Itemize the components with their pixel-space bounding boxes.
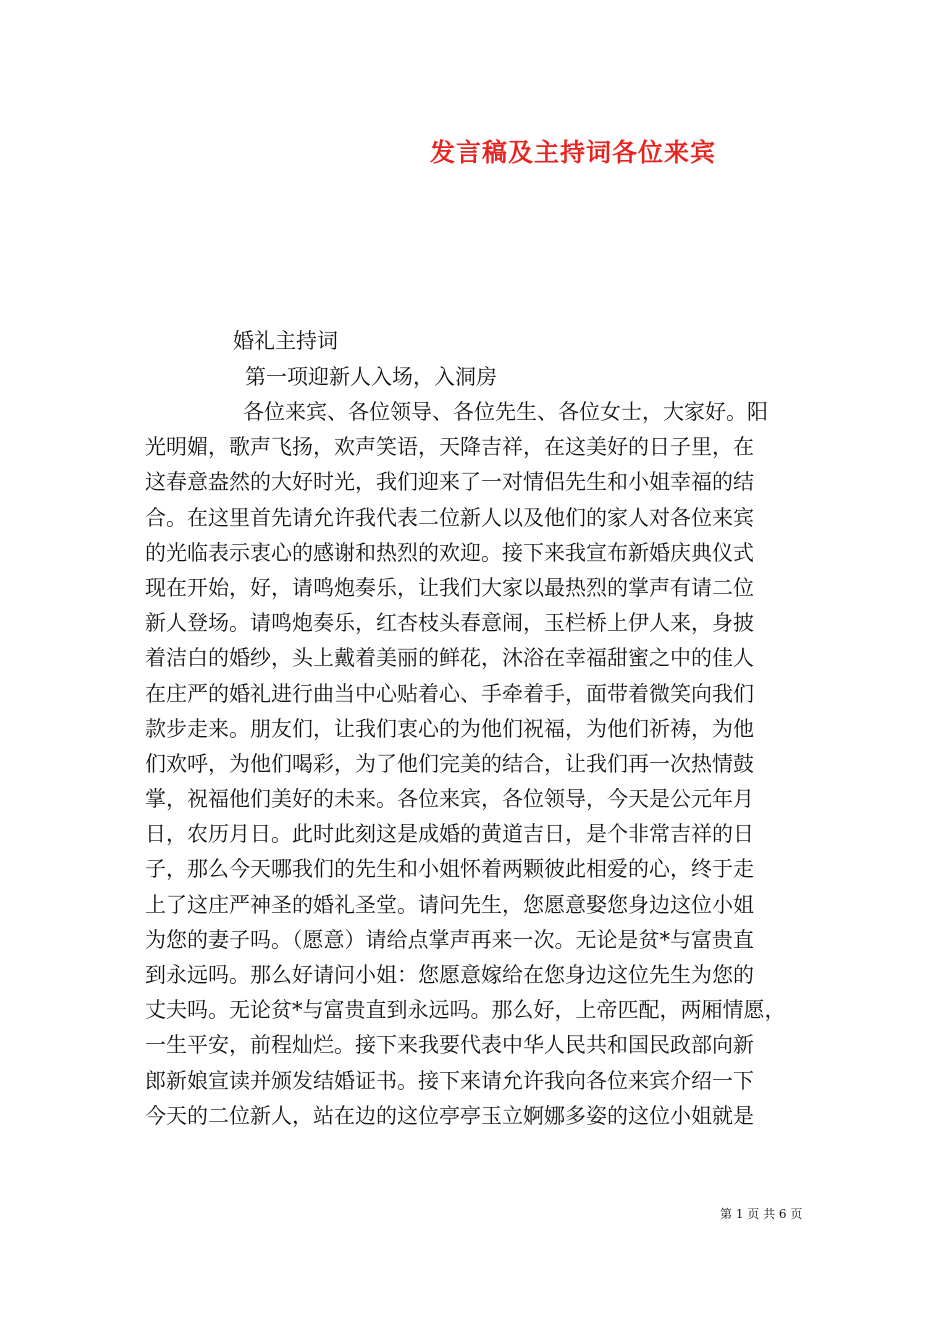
section-heading: 第一项迎新人入场，入洞房 — [245, 365, 497, 389]
body-line: 各位来宾、各位领导、各位先生、各位女士，大家好。阳 — [243, 400, 768, 424]
body-line: 新人登场。请鸣炮奏乐，红杏枝头春意闹，玉栏桥上伊人来，身披 — [145, 611, 754, 636]
body-line: 合。在这里首先请允许我代表二位新人以及他们的家人对各位来宾 — [145, 505, 754, 530]
body-line: 郎新娘宣读并颁发结婚证书。接下来请允许我向各位来宾介绍一下 — [145, 1068, 754, 1093]
body-line: 到永远吗。那么好请问小姐：您愿意嫁给在您身边这位先生为您的 — [145, 963, 754, 987]
body-line: 着洁白的婚纱，头上戴着美丽的鲜花，沐浴在幸福甜蜜之中的佳人 — [145, 646, 754, 671]
body-line: 丈夫吗。无论贫*与富贵直到永远吗。那么好，上帝匹配，两厢情愿， — [145, 998, 786, 1023]
body-line: 款步走来。朋友们，让我们衷心的为他们祝福，为他们祈祷，为他 — [145, 716, 754, 741]
body-line: 为您的妻子吗。（愿意）请给点掌声再来一次。无论是贫*与富贵直 — [145, 927, 754, 952]
body-line: 掌，祝福他们美好的未来。各位来宾，各位领导，今天是公元年月 — [145, 787, 754, 812]
body-line: 们欢呼，为他们喝彩，为了他们完美的结合，让我们再一次热情鼓 — [145, 751, 754, 776]
body-line: 一生平安，前程灿烂。接下来我要代表中华人民共和国民政部向新 — [145, 1033, 754, 1058]
page-title: 发言稿及主持词各位来宾 — [430, 138, 717, 167]
body-text — [145, 395, 810, 1134]
body-line: 今天的二位新人，站在边的这位亭亭玉立婀娜多姿的这位小姐就是 — [145, 1103, 754, 1128]
page-number: 第 1 页 共 6 页 — [720, 1207, 803, 1221]
document-subtitle: 婚礼主持词 — [233, 329, 338, 353]
body-line: 现在开始，好，请鸣炮奏乐，让我们大家以最热烈的掌声有请二位 — [145, 575, 754, 600]
body-line: 在庄严的婚礼进行曲当中心贴着心、手牵着手，面带着微笑向我们 — [145, 681, 754, 706]
body-line: 这春意盎然的大好时光，我们迎来了一对情侣先生和小姐幸福的结 — [145, 470, 754, 495]
body-line: 上了这庄严神圣的婚礼圣堂。请问先生，您愿意娶您身边这位小姐 — [145, 892, 754, 917]
body-line: 光明媚，歌声飞扬，欢声笑语，天降吉祥，在这美好的日子里，在 — [145, 435, 754, 460]
body-line: 的光临表示衷心的感谢和热烈的欢迎。接下来我宣布新婚庆典仪式 — [145, 540, 754, 565]
body-line: 日，农历月日。此时此刻这是成婚的黄道吉日，是个非常吉祥的日 — [145, 822, 754, 847]
body-line: 子，那么今天哪我们的先生和小姐怀着两颗彼此相爱的心，终于走 — [145, 857, 754, 882]
